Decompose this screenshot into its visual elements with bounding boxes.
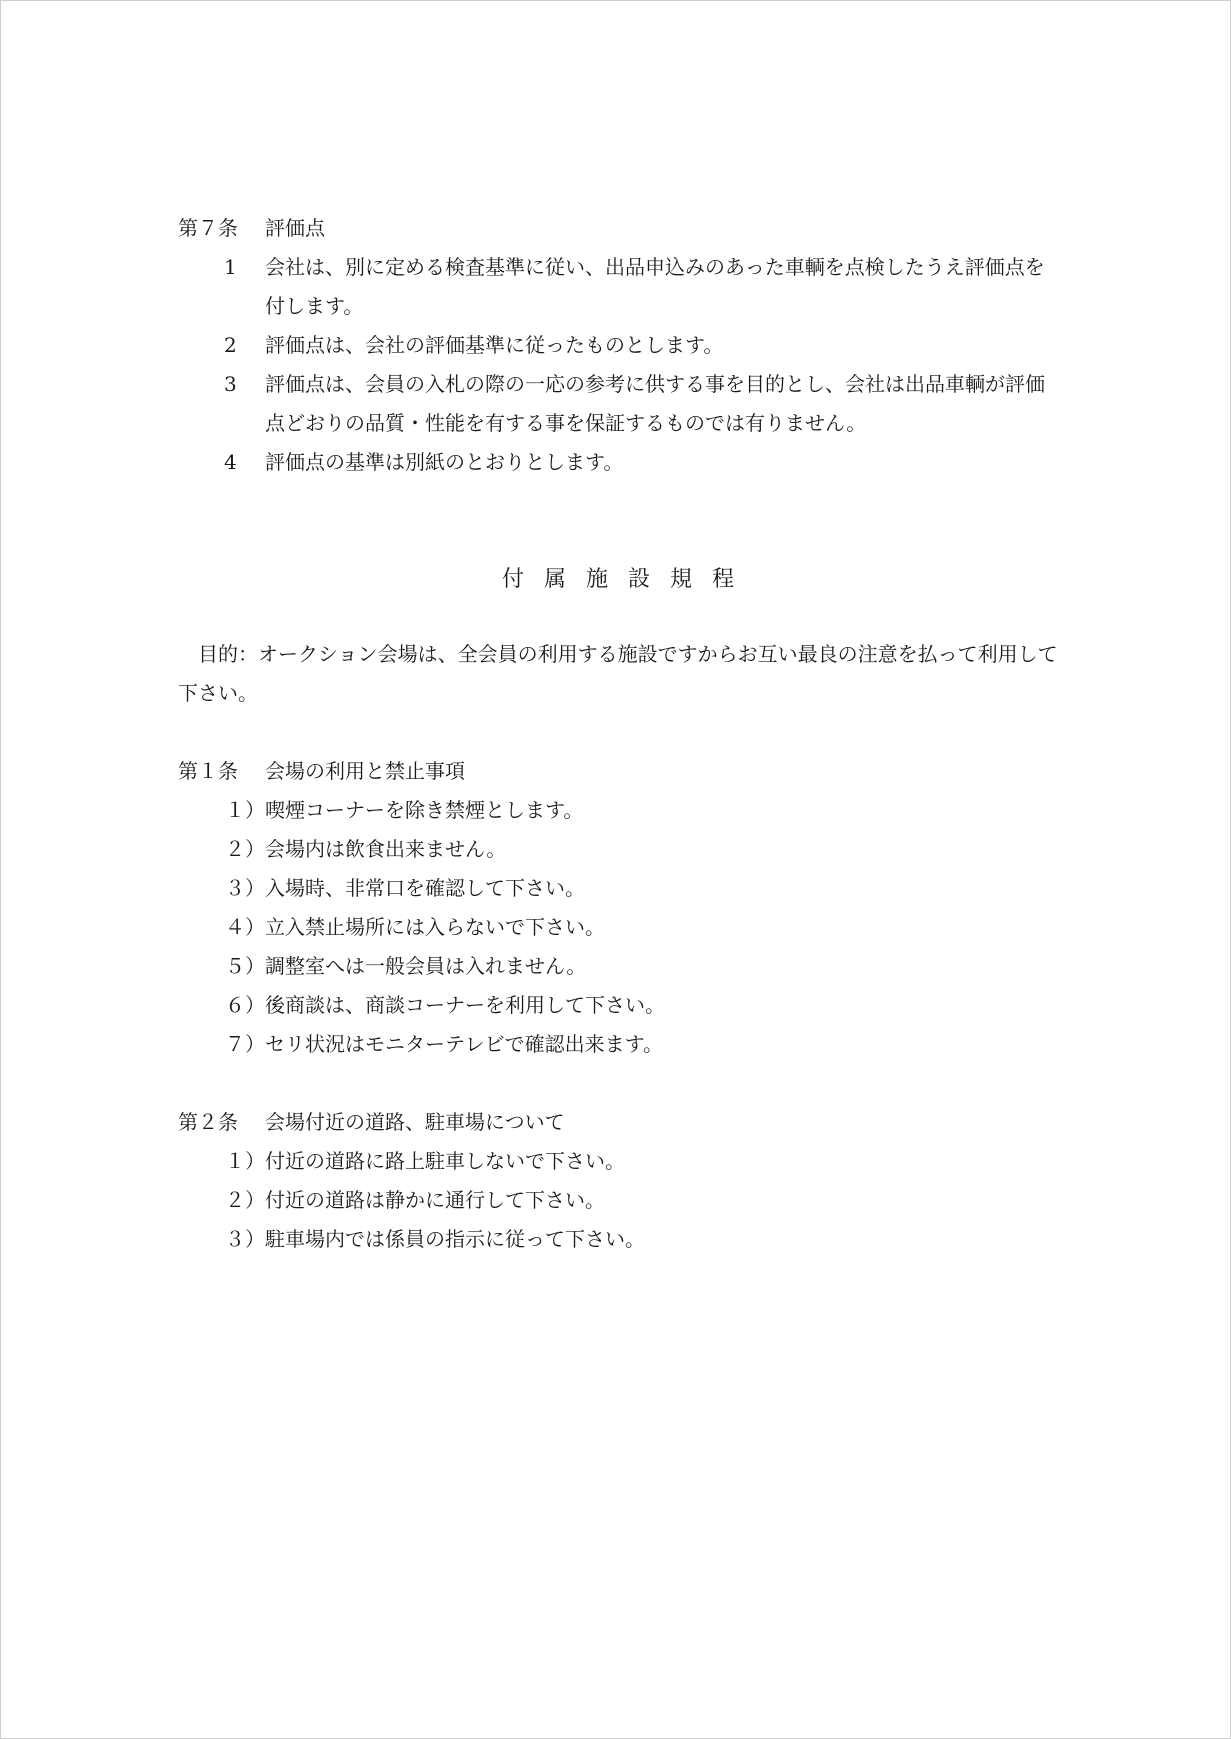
item-number: １）: [225, 1149, 265, 1173]
article-2-item-3: [178, 1220, 1058, 1259]
item-number: ４）: [225, 915, 265, 939]
article-1-heading: [178, 752, 1058, 791]
item-number: ２）: [225, 837, 265, 861]
article-number: 第２条: [178, 1110, 238, 1134]
article-number: 第１条: [178, 759, 238, 783]
article-2-item-1: [178, 1142, 1058, 1181]
article-1-item-5: [178, 947, 1058, 986]
article-7-item-2: [178, 326, 1058, 365]
article-1-item-7: [178, 1025, 1058, 1064]
spacer: [178, 482, 1058, 560]
article-1-item-2: [178, 830, 1058, 869]
item-number: ２）: [225, 1188, 265, 1212]
item-text: 評価点は、会員の入札の際の一応の参考に供する事を目的とし、会社は出品車輌が評価点どおりの品質・性能を有する事を保証するものでは有りません。: [265, 372, 1045, 435]
item-number: ７）: [225, 1032, 265, 1056]
item-text: 喫煙コーナーを除き禁煙とします。: [265, 798, 584, 822]
item-number: ３）: [225, 1227, 265, 1251]
item-text: 評価点の基準は別紙のとおりとします。: [265, 450, 624, 474]
item-text: セリ状況はモニターテレビで確認出来ます。: [265, 1032, 663, 1056]
article-7-item-1: [178, 248, 1058, 326]
document-content: [178, 209, 1058, 1259]
article-1-item-6: [178, 986, 1058, 1025]
article-title: 評価点: [265, 216, 325, 240]
item-number: ５）: [225, 954, 265, 978]
item-number: 1: [224, 255, 237, 279]
item-text: 会社は、別に定める検査基準に従い、出品申込みのあった車輌を点検したうえ評価点を付します。: [265, 255, 1045, 318]
item-number: 3: [224, 372, 237, 396]
article-7-item-4: [178, 443, 1058, 482]
article-7-heading: [178, 209, 1058, 248]
item-number: ３）: [225, 876, 265, 900]
article-2-heading: [178, 1103, 1058, 1142]
article-2-item-2: [178, 1181, 1058, 1220]
article-1-item-3: [178, 869, 1058, 908]
item-number: ６）: [225, 993, 265, 1017]
item-text: 入場時、非常口を確認して下さい。: [265, 876, 585, 900]
item-text: 駐車場内では係員の指示に従って下さい。: [265, 1227, 645, 1251]
article-7-item-3: [178, 365, 1058, 443]
article-title: 会場の利用と禁止事項: [265, 759, 465, 783]
item-number: 2: [224, 333, 237, 357]
item-text: 後商談は、商談コーナーを利用して下さい。: [265, 993, 665, 1017]
spacer: [178, 713, 1058, 752]
item-text: 評価点は、会社の評価基準に従ったものとします。: [265, 333, 724, 357]
item-text: 立入禁止場所には入らないで下さい。: [265, 915, 605, 939]
section-title: 付属施設規程: [501, 567, 754, 592]
item-number: 4: [224, 450, 237, 474]
section-purpose: 目的：オークション会場は、全会員の利用する施設ですからお互い最良の注意を払って利用して下さい。: [178, 642, 1058, 705]
spacer: [178, 1064, 1058, 1103]
spacer: [178, 599, 1058, 635]
item-text: 付近の道路は静かに通行して下さい。: [265, 1188, 605, 1212]
item-number: １）: [225, 798, 265, 822]
item-text: 会場内は飲食出来ません。: [265, 837, 507, 861]
item-text: 調整室へは一般会員は入れません。: [265, 954, 587, 978]
item-text: 付近の道路に路上駐車しないで下さい。: [265, 1149, 625, 1173]
article-title: 会場付近の道路、駐車場について: [265, 1110, 565, 1134]
article-1-item-4: [178, 908, 1058, 947]
article-number: 第７条: [178, 216, 238, 240]
article-1-item-1: [178, 791, 1058, 830]
